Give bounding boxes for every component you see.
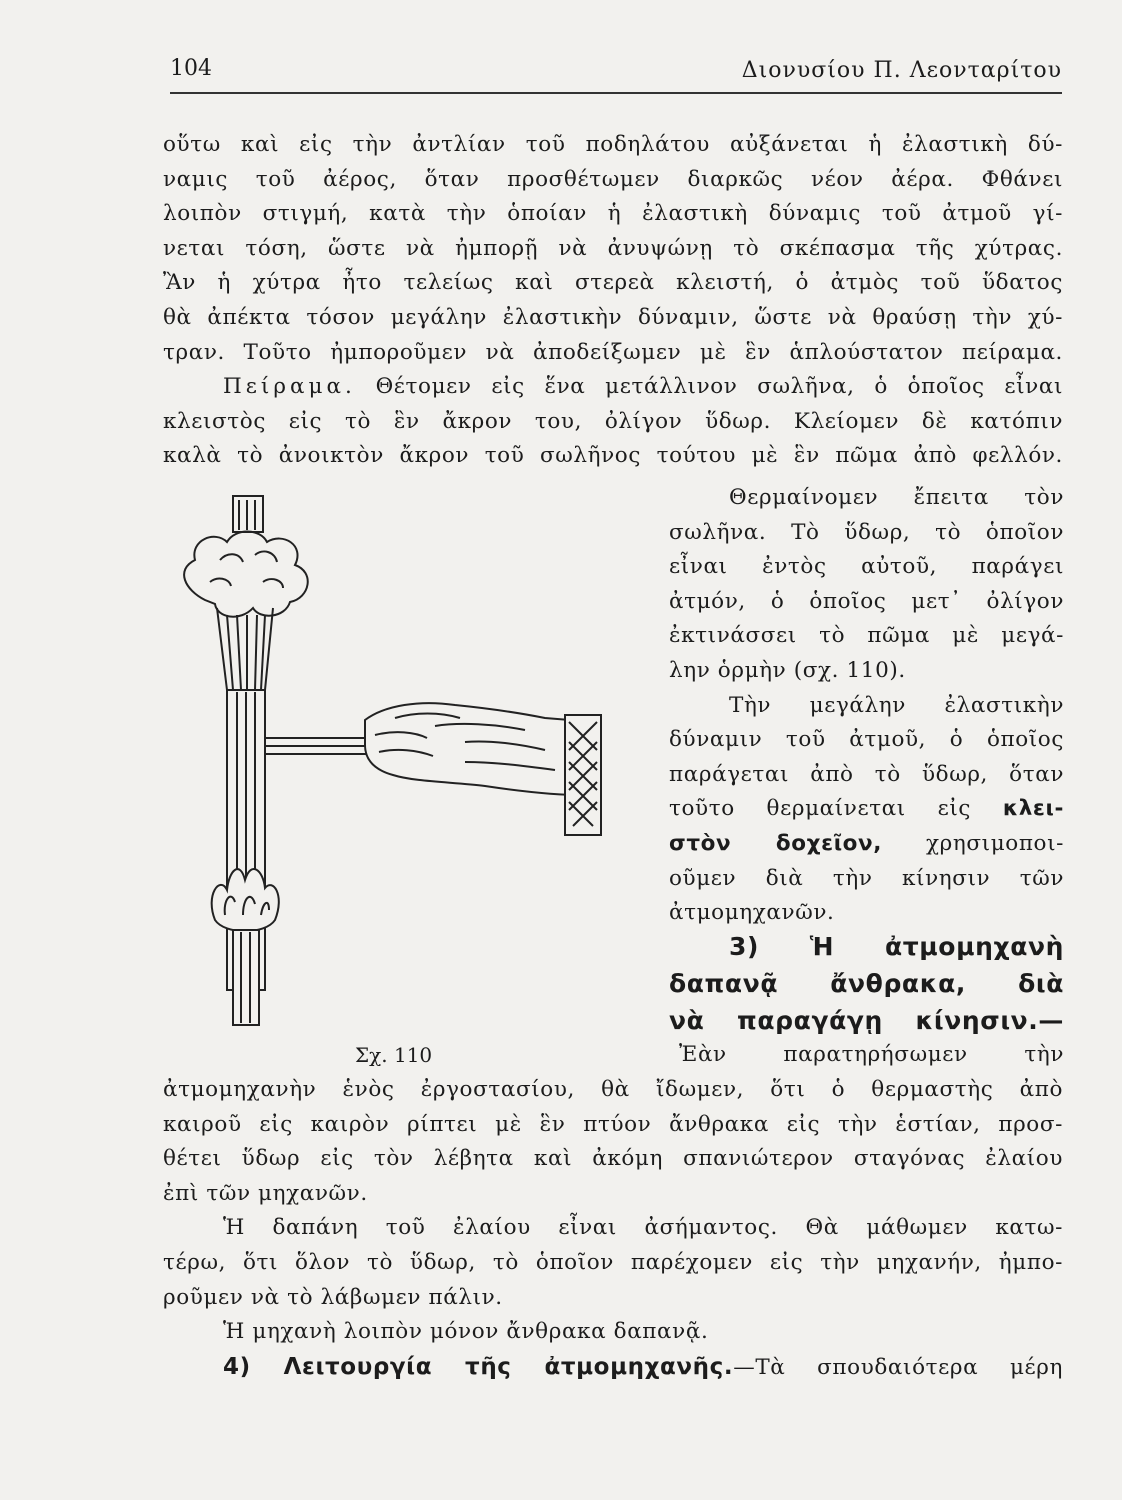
text-line: ροῦμεν νὰ τὸ λάβωμεν πάλιν. bbox=[163, 1284, 503, 1310]
header-rule bbox=[170, 92, 1062, 94]
text-line: Θερμαίνομεν ἔπειτα τὸν bbox=[729, 485, 1064, 510]
figure-caption: Σχ. 110 bbox=[355, 1043, 433, 1067]
text-line: Ἐὰν παρατηρήσωμεν τὴν bbox=[679, 1042, 1064, 1067]
text-line: θέτει ὕδωρ εἰς τὸν λέβητα καὶ ἀκόμη σπανιώτερον σταγόνας ἐλαίου bbox=[163, 1146, 1063, 1172]
text-line: κλειστὸς εἰς τὸ ἓν ἄκρον του, ὀλίγον ὕδωρ. Κλείομεν δὲ κατόπιν bbox=[163, 408, 1063, 434]
text-line: ἐκτινάσσει τὸ πῶμα μὲ μεγά- bbox=[669, 623, 1064, 649]
text-line: Ἡ δαπάνη τοῦ ἐλαίου εἶναι ἀσήμαντος. Θὰ μάθωμεν κατω- bbox=[223, 1215, 1063, 1241]
heading-line: δαπανᾷ ἄνθρακα, διὰ bbox=[669, 969, 1064, 998]
paragraph-top bbox=[163, 128, 1063, 474]
section-4-heading: 4) Λειτουργία τῆς ἀτμομηχανῆς. bbox=[223, 1353, 734, 1380]
text-line: ἐπὶ τῶν μηχανῶν. bbox=[163, 1180, 368, 1206]
text-line: οῦμεν διὰ τὴν κίνησιν τῶν bbox=[669, 865, 1064, 891]
text-line: παράγεται ἀπὸ τὸ ὕδωρ, ὅταν bbox=[669, 761, 1064, 787]
heading-line: νὰ παραγάγῃ κίνησιν.— bbox=[669, 1006, 1064, 1035]
bold-term: κλει- bbox=[1002, 796, 1064, 822]
bold-term: στὸν δοχεῖον, bbox=[669, 830, 883, 856]
text-line: νεται τόση, ὥστε νὰ ἠμπορῇ νὰ ἀνυψώνῃ τὸ σκέπασμα τῆς χύτρας. bbox=[163, 235, 1063, 261]
text-line: Ἂν ἡ χύτρα ἦτο τελείως καὶ στερεὰ κλειστή, ὁ ἀτμὸς τοῦ ὕδατος bbox=[163, 270, 1063, 296]
section-3-first-line bbox=[669, 1038, 1064, 1073]
page-header bbox=[170, 52, 1062, 96]
experiment-text: Θέτομεν εἰς ἕνα μετάλλινον σωλῆνα, ὁ ὁποῖος εἶναι bbox=[375, 374, 1063, 400]
experiment-line bbox=[163, 370, 1063, 405]
text-line bbox=[669, 792, 1064, 827]
experiment-label: Πείραμα. bbox=[223, 374, 356, 400]
text-line: Ἡ μηχανὴ λοιπὸν μόνον ἄνθρακα δαπανᾷ. bbox=[223, 1319, 709, 1345]
steam-cloud-icon bbox=[184, 532, 308, 617]
figure-110-illustration bbox=[165, 490, 615, 1040]
text-line: εἶναι ἐντὸς αὐτοῦ, παράγει bbox=[669, 554, 1064, 580]
page-number: 104 bbox=[170, 56, 212, 81]
running-title: Διονυσίου Π. Λεονταρίτου bbox=[741, 58, 1062, 83]
text-line: λοιπὸν στιγμή, κατὰ τὴν ὁποίαν ἡ ἐλαστικὴ δύναμις τοῦ ἀτμοῦ γί- bbox=[163, 201, 1063, 227]
text-line: τραν. Τοῦτο ἠμποροῦμεν νὰ ἀποδείξωμεν μὲ ἓν ἁπλούστατον πείραμα. bbox=[163, 339, 1063, 365]
text-line: ἀτμομηχανῶν. bbox=[669, 900, 835, 926]
text-line: Τὴν μεγάλην ἐλαστικὴν bbox=[729, 692, 1064, 718]
section-4-line bbox=[163, 1350, 1063, 1385]
text-line bbox=[669, 827, 1064, 862]
text-line: ναμις τοῦ ἀέρος, ὅταν προσθέτωμεν διαρκῶς νέον ἀέρα. Φθάνει bbox=[163, 166, 1063, 192]
text-line: καλὰ τὸ ἀνοικτὸν ἄκρον τοῦ σωλῆνος τούτου μὲ ἓν πῶμα ἀπὸ φελλόν. bbox=[163, 443, 1063, 469]
heading-line: 3) Ἡ ἀτμομηχανὴ bbox=[729, 932, 1064, 961]
text-line: θὰ ἀπέκτα τόσον μεγάλην ἐλαστικὴν δύναμιν, ὥστε νὰ θραύσῃ τὴν χύ- bbox=[163, 304, 1063, 330]
text-line: ἀτμόν, ὁ ὁποῖος μετ᾿ ὀλίγον bbox=[669, 588, 1064, 614]
text-span: χρησιμοποι- bbox=[926, 830, 1064, 856]
text-line: τέρω, ὅτι ὅλον τὸ ὕδωρ, τὸ ὁποῖον παρέχομεν εἰς τὴν μηχανήν, ἠμπο- bbox=[163, 1249, 1063, 1275]
text-line: οὕτω καὶ εἰς τὴν ἀντλίαν τοῦ ποδηλάτου αὐξάνεται ἡ ἐλαστικὴ δύ- bbox=[163, 132, 1063, 157]
paragraph-bottom bbox=[163, 1073, 1063, 1384]
text-line: ἀτμομηχανὴν ἑνὸς ἐργοστασίου, θὰ ἴδωμεν, ὅτι ὁ θερμαστὴς ἀπὸ bbox=[163, 1077, 1063, 1102]
text-line: λην ὁρμὴν (σχ. 110). bbox=[669, 657, 906, 683]
column-text bbox=[669, 481, 1064, 931]
text-line: δύναμιν τοῦ ἀτμοῦ, ὁ ὁποῖος bbox=[669, 727, 1064, 753]
section-4-text: —Τὰ σπουδαιότερα μέρη bbox=[733, 1354, 1063, 1380]
text-line: καιροῦ εἰς καιρὸν ρίπτει μὲ ἓν πτύον ἄνθρακα εἰς τὴν ἑστίαν, προσ- bbox=[163, 1111, 1063, 1137]
section-3-heading bbox=[669, 928, 1064, 1039]
text-line: σωλῆνα. Τὸ ὕδωρ, τὸ ὁποῖον bbox=[669, 519, 1064, 545]
text-span: τοῦτο θερμαίνεται εἰς bbox=[669, 796, 972, 822]
